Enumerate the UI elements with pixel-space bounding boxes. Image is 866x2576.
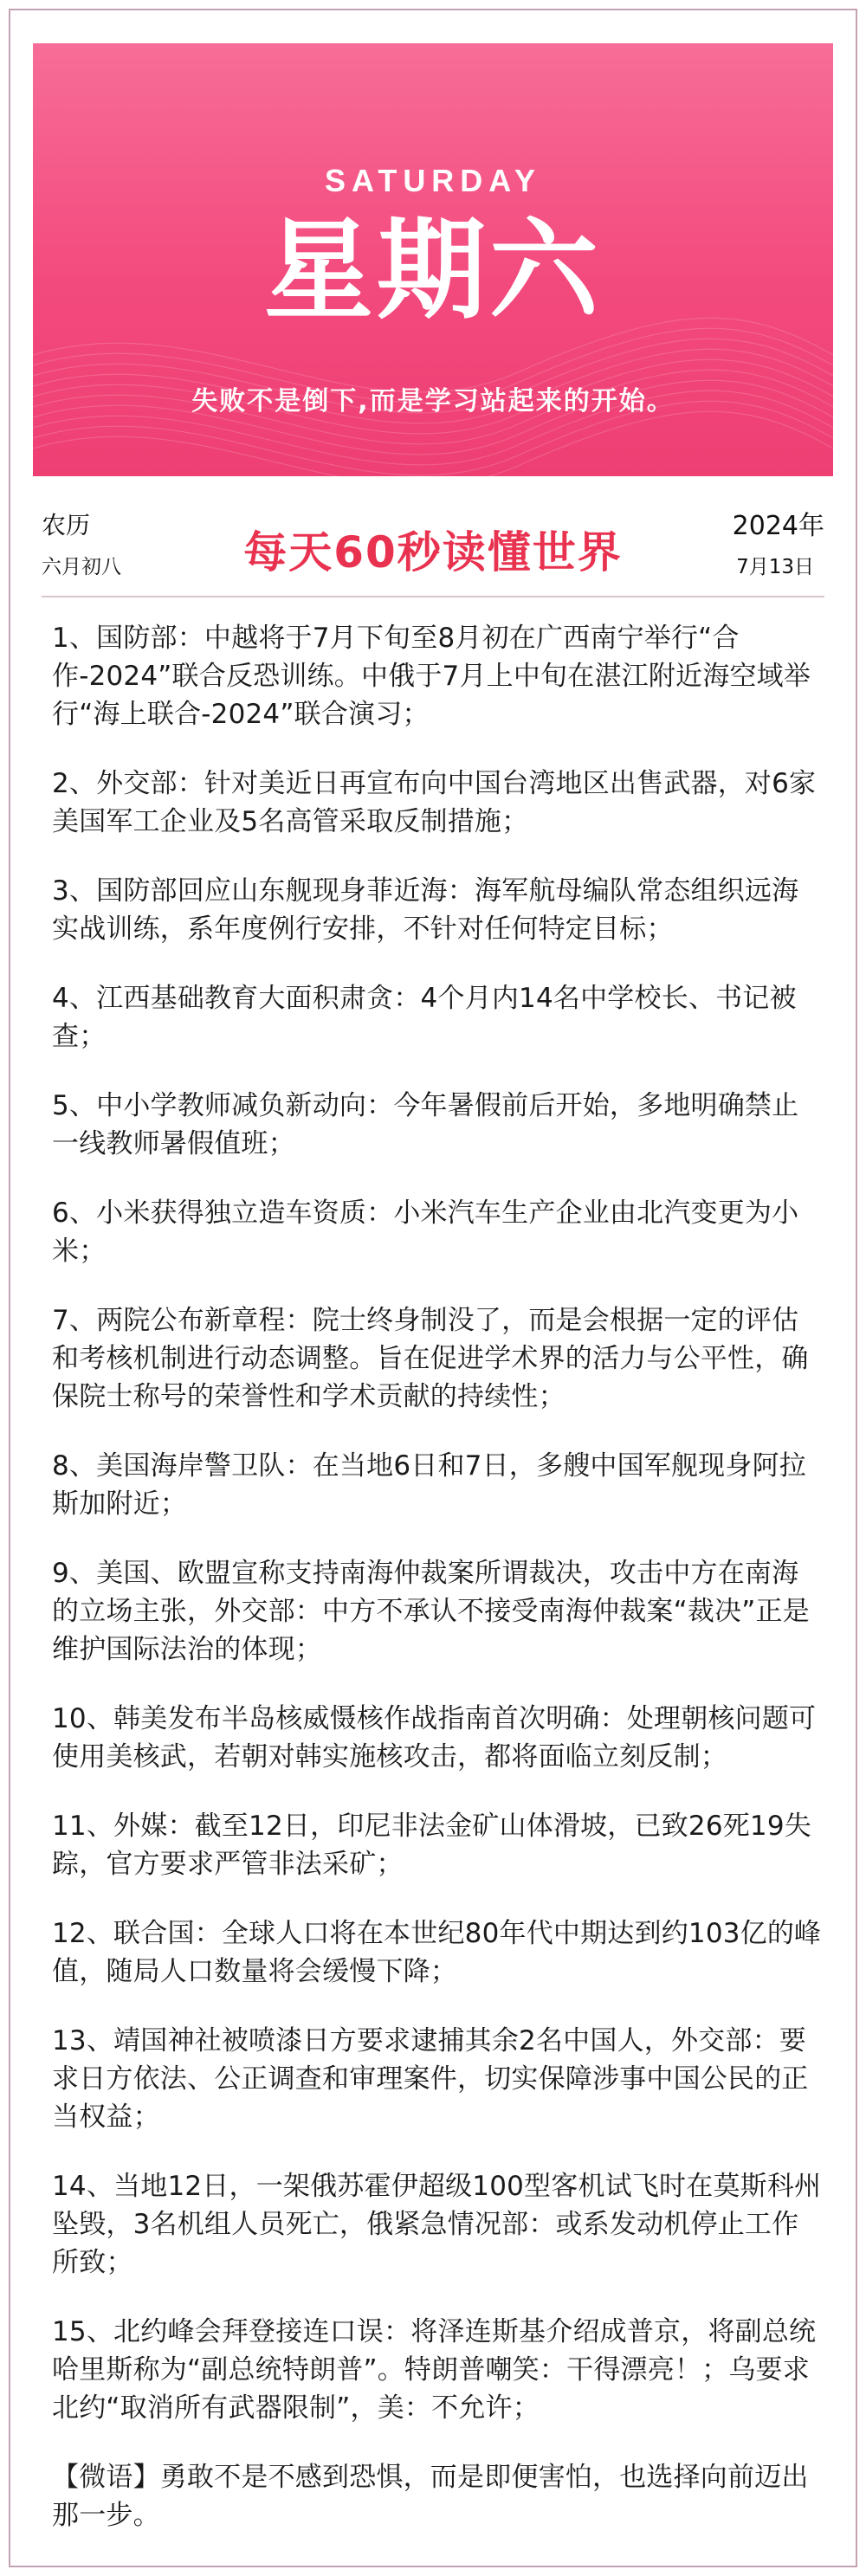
month-day-label: 7月13日 xyxy=(736,556,814,578)
banner-motto: 失败不是倒下,而是学习站起来的开始。 xyxy=(191,386,675,416)
news-item: 2、外交部：针对美近日再宣布向中国台湾地区出售武器，对6家美国军工企业及5名高管采取反制措施； xyxy=(52,768,817,837)
news-item: 15、北约峰会拜登接连口误：将泽连斯基介绍成普京，将副总统哈里斯称为“副总统特朗普”。特朗普嘲笑：干得漂亮！；乌要求北约“取消所有武器限制”，美：不允许； xyxy=(52,2316,817,2424)
news-item: 10、韩美发布半岛核威慑核作战指南首次明确：处理朝核问题可使用美核武，若朝对韩实施核攻击，都将面临立刻反制； xyxy=(52,1703,817,1772)
news-item: 11、外媒：截至12日，印尼非法金矿山体滑坡，已致26死19失踪，官方要求严管非法采矿； xyxy=(52,1811,811,1880)
news-item: 9、美国、欧盟宣称支持南海仲裁案所谓裁决，攻击中方在南海的立场主张，外交部：中方不承认不接受南海仲裁案“裁决”正是维护国际法治的体现； xyxy=(52,1558,810,1665)
news-item: 5、中小学教师减负新动向：今年暑假前后开始，多地明确禁止一线教师暑假值班； xyxy=(52,1090,799,1159)
news-item: 13、靖国神社被喷漆日方要求逮捕其余2名中国人，外交部：要求日方依法、公正调查和审理案件，切实保障涉事中国公民的正当权益； xyxy=(52,2025,809,2133)
lunar-label: 农历 xyxy=(42,511,91,539)
news-item: 12、联合国：全球人口将在本世纪80年代中期达到约103亿的峰值，随局人口数量将会缓慢下降； xyxy=(52,1918,822,1987)
weekday-chinese: 星期六 xyxy=(264,207,602,334)
news-item: 7、两院公布新章程：院士终身制没了，而是会根据一定的评估和考核机制进行动态调整。旨在促进学术界的活力与公平性，确保院士称号的荣誉性和学术贡献的持续性； xyxy=(52,1305,809,1412)
news-list xyxy=(52,619,823,2566)
daily-quote: 【微语】勇敢不是不感到恐惧，而是即便害怕，也选择向前迈出那一步。 xyxy=(52,2462,809,2531)
year-label: 2024年 xyxy=(732,511,824,541)
header-divider xyxy=(42,596,824,597)
news-item: 3、国防部回应山东舰现身菲近海：海军航母编队常态组织远海实战训练，系年度例行安排，不针对任何特定目标； xyxy=(52,875,799,945)
page-title: 每天60秒读懂世界 xyxy=(243,527,623,578)
news-item: 1、国防部：中越将于7月下旬至8月初在广西南宁举行“合作-2024”联合反恐训练。中俄于7月上中旬在湛江附近海空域举行“海上联合-2024”联合演习； xyxy=(52,623,811,730)
lunar-date: 六月初八 xyxy=(42,556,121,578)
news-item: 6、小米获得独立造车资质：小米汽车生产企业由北汽变更为小米； xyxy=(52,1198,799,1267)
news-item: 14、当地12日，一架俄苏霍伊超级100型客机试飞时在莫斯科州坠毁，3名机组人员死亡，俄紧急情况部：或系发动机停止工作所致； xyxy=(52,2171,822,2278)
header-banner xyxy=(33,43,833,476)
news-item: 8、美国海岸警卫队：在当地6日和7日，多艘中国军舰现身阿拉斯加附近； xyxy=(52,1450,806,1520)
weekday-english: SATURDAY xyxy=(324,163,542,198)
news-item: 4、江西基础教育大面积肃贪：4个月内14名中学校长、书记被查； xyxy=(52,983,797,1052)
